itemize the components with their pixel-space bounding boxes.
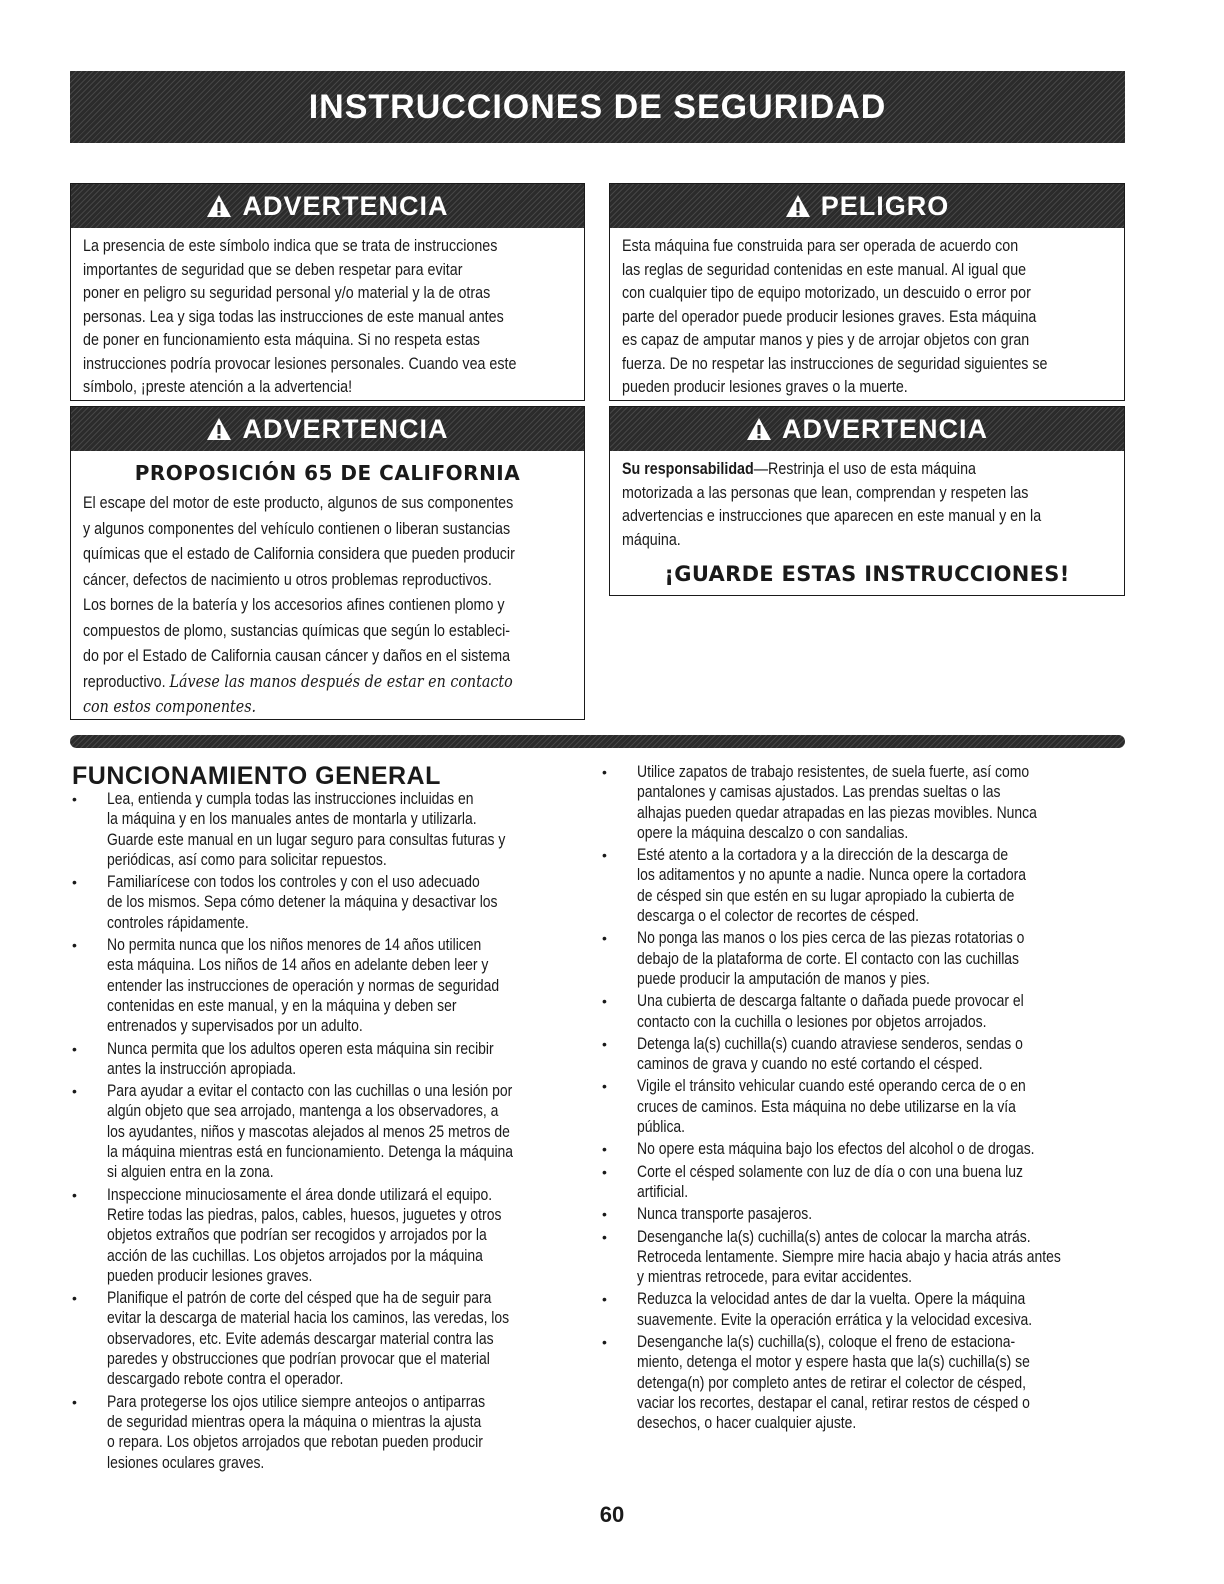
list-item — [70, 1392, 590, 1473]
list-item — [70, 1039, 590, 1080]
body-line — [83, 670, 513, 695]
list-item-line: Reduzca la velocidad antes de dar la vuelta. Opere la máquina — [637, 1289, 1026, 1309]
list-item-line: descarga o el colector de recortes de césped. — [637, 906, 920, 926]
list-item-line: Utilice zapatos de trabajo resistentes, de suela fuerte, así como — [637, 762, 1030, 781]
advertencia-header-label: ADVERTENCIA — [242, 413, 449, 444]
list-item-line: paredes y obstrucciones que podrían provocar que el material — [107, 1349, 490, 1369]
list-item-line: pueden producir lesiones graves. — [107, 1265, 313, 1285]
advertencia-box-responsabilidad — [609, 406, 1125, 596]
list-item — [600, 1139, 1125, 1159]
list-item-line: contenidas en este manual, y en la máquina y deben ser — [107, 995, 457, 1015]
body-line: de poner en funcionamiento esta máquina. Si no respeta estas — [83, 330, 480, 349]
list-item-line: Para ayudar a evitar el contacto con las cuchillas o una lesión por — [107, 1081, 513, 1101]
list-item-line: cruces de caminos. Esta máquina no debe utilizarse en la vía — [637, 1096, 1016, 1116]
list-item-line: de los mismos. Sepa cómo detener la máquina y desactivar los — [107, 892, 498, 912]
list-item-line: puede producir la amputación de manos y pies. — [637, 968, 930, 988]
list-item-line: pública. — [637, 1117, 686, 1137]
list-item-line: contacto con la cuchilla o lesiones por objetos arrojados. — [637, 1011, 987, 1031]
body-line: personas. Lea y siga todas las instrucciones de este manual antes — [83, 306, 504, 326]
list-item-line: Guarde este manual en un lugar seguro para consultas futuras y — [107, 829, 506, 849]
list-item-line: los aditamentos y no apunte a nadie. Nunca opere la cortadora — [637, 865, 1027, 885]
page-number: 60 — [599, 1502, 625, 1527]
body-line: poner en peligro su seguridad personal y/o material y la de otras — [83, 283, 491, 302]
warning-triangle-icon — [746, 417, 772, 441]
list-item-line: o repara. Los objetos arrojados que rebotan pueden producir — [107, 1432, 483, 1452]
list-item-line: Para protegerse los ojos utilice siempre anteojos o antiparras — [107, 1391, 486, 1411]
bullet-list-left — [70, 789, 590, 1475]
body-line: cáncer, defectos de nacimiento u otros problemas reproductivos. — [83, 569, 492, 589]
list-item-line: No opere esta máquina bajo los efectos del alcohol o de drogas. — [637, 1139, 1035, 1159]
bullet-icon: • — [602, 1206, 607, 1223]
bullet-icon: • — [602, 1228, 607, 1245]
list-item — [600, 1162, 1125, 1203]
warning-triangle-icon — [206, 194, 232, 218]
list-item — [600, 845, 1125, 926]
body-line: máquina. — [622, 529, 681, 549]
peligro-body — [610, 228, 1124, 407]
list-item-line: evitar la descarga de material hacia los caminos, las veredas, los — [107, 1308, 510, 1328]
body-line: La presencia de este símbolo indica que se trata de instrucciones — [83, 236, 498, 255]
body-line: El escape del motor de este producto, algunos de sus componentes — [83, 493, 514, 512]
list-item-line: objetos extraños que podrían ser recogidos y arrojados por la — [107, 1225, 487, 1245]
list-item-line: alhajas pueden quedar atrapadas en las piezas movibles. Nunca — [637, 802, 1037, 822]
page-banner-title: INSTRUCCIONES DE SEGURIDAD — [308, 87, 887, 126]
list-item-line: opere la máquina descalzo o con sandalias. — [637, 822, 909, 842]
list-item-line: entrenados y supervisados por un adulto. — [107, 1016, 363, 1036]
responsabilidad-body — [610, 451, 1124, 595]
body-line: advertencias e instrucciones que aparecen en este manual y en la — [622, 506, 1042, 525]
section-title: FUNCIONAMIENTO GENERAL — [72, 762, 441, 790]
list-item-line: Esté atento a la cortadora y a la dirección de la descarga de — [637, 845, 1009, 865]
bullet-icon: • — [602, 1035, 607, 1052]
section-divider — [70, 735, 1125, 748]
list-item-line: Detenga la(s) cuchilla(s) cuando atraviese senderos, sendas o — [637, 1033, 1023, 1053]
list-item-line: esta máquina. Los niños de 14 años en adelante deben leer y — [107, 955, 489, 975]
bullet-icon: • — [72, 1083, 77, 1100]
bullet-icon: • — [602, 930, 607, 947]
bullet-icon: • — [72, 1290, 77, 1307]
list-item-line: los ayudantes, niños y mascotas alejados al menos 25 metros de — [107, 1121, 510, 1141]
list-item-line: Retroceda lentamente. Siempre mire hacia abajo y hacia atrás antes — [637, 1246, 1061, 1266]
list-item-line: artificial. — [637, 1181, 689, 1201]
list-item-line: y mientras retrocede, para evitar accidentes. — [637, 1267, 913, 1287]
list-item-line: Inspeccione minuciosamente el área donde utilizará el equipo. — [107, 1184, 493, 1204]
bullet-icon: • — [72, 874, 77, 891]
list-item-line: desechos, o hacer cualquier ajuste. — [637, 1413, 857, 1433]
bullet-icon: • — [602, 764, 607, 780]
body-line: pueden producir lesiones graves o la muerte. — [622, 377, 908, 396]
list-item-line: observadores, etc. Evite además descargar material contra las — [107, 1328, 494, 1348]
bullet-icon: • — [72, 937, 77, 954]
warning-triangle-icon — [206, 417, 232, 441]
peligro-header-label: PELIGRO — [820, 190, 950, 221]
italic-note: Lávese las manos después de estar en contacto — [169, 671, 513, 692]
bullet-icon: • — [602, 993, 607, 1010]
list-item-line: Lea, entienda y cumpla todas las instrucciones incluidas en — [107, 789, 474, 808]
list-item — [70, 1288, 590, 1389]
body-line: químicas que el estado de California considera que pueden producir — [83, 544, 515, 563]
body-line: compuestos de plomo, sustancias químicas que según lo estableci- — [83, 620, 511, 640]
advertencia-header — [71, 407, 584, 451]
list-item-line: Vigile el tránsito vehicular cuando esté operando cerca de o en — [637, 1076, 1026, 1096]
body-line-text: —Restrinja el uso de esta máquina — [753, 459, 976, 478]
body-line: do por el Estado de California causan cáncer y daños en el sistema — [83, 646, 511, 665]
body-line: Los bornes de la batería y los accesorios afines contienen plomo y — [83, 595, 505, 614]
body-line: las reglas de seguridad contenidas en este manual. Al igual que — [622, 259, 1027, 279]
list-item-line: descargado rebote contra el operador. — [107, 1369, 344, 1389]
list-item — [70, 1185, 590, 1286]
list-item-line: Desenganche la(s) cuchilla(s) antes de colocar la marcha atrás. — [637, 1226, 1031, 1246]
list-item-line: antes la instrucción apropiada. — [107, 1058, 297, 1078]
list-item-line: debajo de la plataforma de corte. El contacto con las cuchillas — [637, 948, 1020, 968]
bullet-icon: • — [72, 1393, 77, 1410]
prop65-title: PROPOSICIÓN 65 DE CALIFORNIA — [134, 461, 521, 485]
list-item-line: si alguien entra en la zona. — [107, 1162, 274, 1182]
body-line-prefix: reproductivo. — [83, 671, 166, 691]
list-item-line: caminos de grava y cuando no esté cortando el césped. — [637, 1054, 983, 1074]
warning-triangle-icon — [785, 194, 811, 218]
body-line: parte del operador puede producir lesiones graves. Esta máquina — [622, 306, 1037, 326]
bullet-icon: • — [602, 1078, 607, 1095]
body-line: fuerza. De no respetar las instrucciones de seguridad siguientes se — [622, 353, 1048, 373]
list-item-line: Planifique el patrón de corte del césped que ha de seguir para — [107, 1288, 492, 1308]
list-item — [70, 1081, 590, 1182]
list-item-line: Nunca permita que los adultos operen esta máquina sin recibir — [107, 1038, 494, 1058]
list-item-line: vaciar los recortes, destapar el canal, retirar restos de césped o — [637, 1392, 1030, 1412]
list-item-line: Familiarícese con todos los controles y con el uso adecuado — [107, 872, 480, 892]
advertencia-header-label: ADVERTENCIA — [781, 413, 988, 444]
list-item — [600, 762, 1125, 843]
list-item — [600, 1227, 1125, 1288]
bullet-icon: • — [72, 791, 77, 807]
advertencia-box-symbol — [70, 183, 585, 401]
list-item — [600, 928, 1125, 989]
responsabilidad-label: Su responsabilidad — [622, 459, 754, 478]
list-item — [600, 1204, 1125, 1224]
list-item-line: de seguridad mientras opera la máquina o mientras la ajusta — [107, 1411, 482, 1431]
bullet-icon: • — [72, 1040, 77, 1057]
list-item-line: lesiones oculares graves. — [107, 1452, 265, 1472]
body-line: instrucciones podría provocar lesiones personales. Cuando vea este — [83, 353, 517, 373]
list-item — [70, 872, 590, 933]
list-item-line: controles rápidamente. — [107, 912, 249, 932]
list-item-line: pantalones y camisas ajustados. Las prendas sueltas o las — [637, 782, 1001, 802]
list-item-line: miento, detenga el motor y espere hasta que la(s) cuchilla(s) se — [637, 1352, 1030, 1372]
list-item-line: acción de las cuchillas. Los objetos arrojados por la máquina — [107, 1245, 483, 1265]
body-line: Esta máquina fue construida para ser operada de acuerdo con — [622, 236, 1019, 255]
list-item-line: Retire todas las piedras, palos, cables, huesos, juguetes y otros — [107, 1204, 502, 1224]
list-item-line: de césped sin que estén en su lugar apropiado la cubierta de — [637, 885, 1015, 905]
list-item-line: Una cubierta de descarga faltante o dañada puede provocar el — [637, 991, 1024, 1011]
list-item — [600, 1332, 1125, 1433]
bullet-icon: • — [602, 1141, 607, 1158]
body-line: importantes de seguridad que se deben respetar para evitar — [83, 259, 463, 279]
bullet-icon: • — [602, 847, 607, 864]
list-item-line: No permita nunca que los niños menores de 14 años utilicen — [107, 935, 482, 955]
body-line: es capaz de amputar manos y pies y de arrojar objetos con gran — [622, 330, 1030, 349]
list-item-line: la máquina mientras está en funcionamiento. Detenga la máquina — [107, 1142, 514, 1162]
guarde-instrucciones: ¡GUARDE ESTAS INSTRUCCIONES! — [664, 562, 1070, 586]
advertencia-header-label: ADVERTENCIA — [242, 190, 449, 221]
body-line: motorizada a las personas que lean, comprendan y respeten las — [622, 482, 1029, 502]
prop65-body — [71, 491, 584, 729]
body-line: con cualquier tipo de equipo motorizado, un descuido o error por — [622, 283, 1031, 302]
list-item — [70, 935, 590, 1036]
list-item-line: detenga(n) por completo antes de retirar el colector de césped, — [637, 1372, 1027, 1392]
advertencia-header — [610, 407, 1124, 451]
list-item-line: periódicas, así como para solicitar repuestos. — [107, 849, 387, 869]
bullet-list-right — [600, 762, 1125, 1436]
list-item — [600, 1289, 1125, 1330]
list-item — [600, 1076, 1125, 1137]
list-item-line: Nunca transporte pasajeros. — [637, 1204, 813, 1224]
body-line — [622, 457, 976, 481]
peligro-header — [610, 184, 1124, 228]
bullet-icon: • — [72, 1186, 77, 1203]
italic-note: con estos componentes. — [83, 697, 257, 717]
list-item-line: la máquina y en los manuales antes de montarla y utilizarla. — [107, 809, 477, 829]
list-item-line: entender las instrucciones de operación y normas de seguridad — [107, 975, 500, 995]
body-line: y algunos componentes del vehículo contienen o liberan sustancias — [83, 518, 511, 538]
list-item-line: algún objeto que sea arrojado, mantenga a los observadores, a — [107, 1101, 499, 1121]
bullet-icon: • — [602, 1334, 607, 1351]
list-item — [70, 789, 590, 870]
list-item — [600, 991, 1125, 1032]
advertencia-body — [71, 228, 584, 407]
list-item-line: No ponga las manos o los pies cerca de las piezas rotatorias o — [637, 928, 1025, 948]
list-item-line: Desenganche la(s) cuchilla(s), coloque el freno de estaciona- — [637, 1332, 1016, 1352]
peligro-box — [609, 183, 1125, 401]
advertencia-header — [71, 184, 584, 228]
page-banner — [70, 71, 1125, 143]
list-item-line: suavemente. Evite la operación errática y la velocidad excesiva. — [637, 1309, 1033, 1329]
bullet-icon: • — [602, 1163, 607, 1180]
list-item-line: Corte el césped solamente con luz de día o con una buena luz — [637, 1161, 1023, 1181]
list-item — [600, 1034, 1125, 1075]
bullet-icon: • — [602, 1291, 607, 1308]
body-line: símbolo, ¡preste atención a la advertencia! — [83, 377, 353, 396]
advertencia-box-prop65 — [70, 406, 585, 720]
